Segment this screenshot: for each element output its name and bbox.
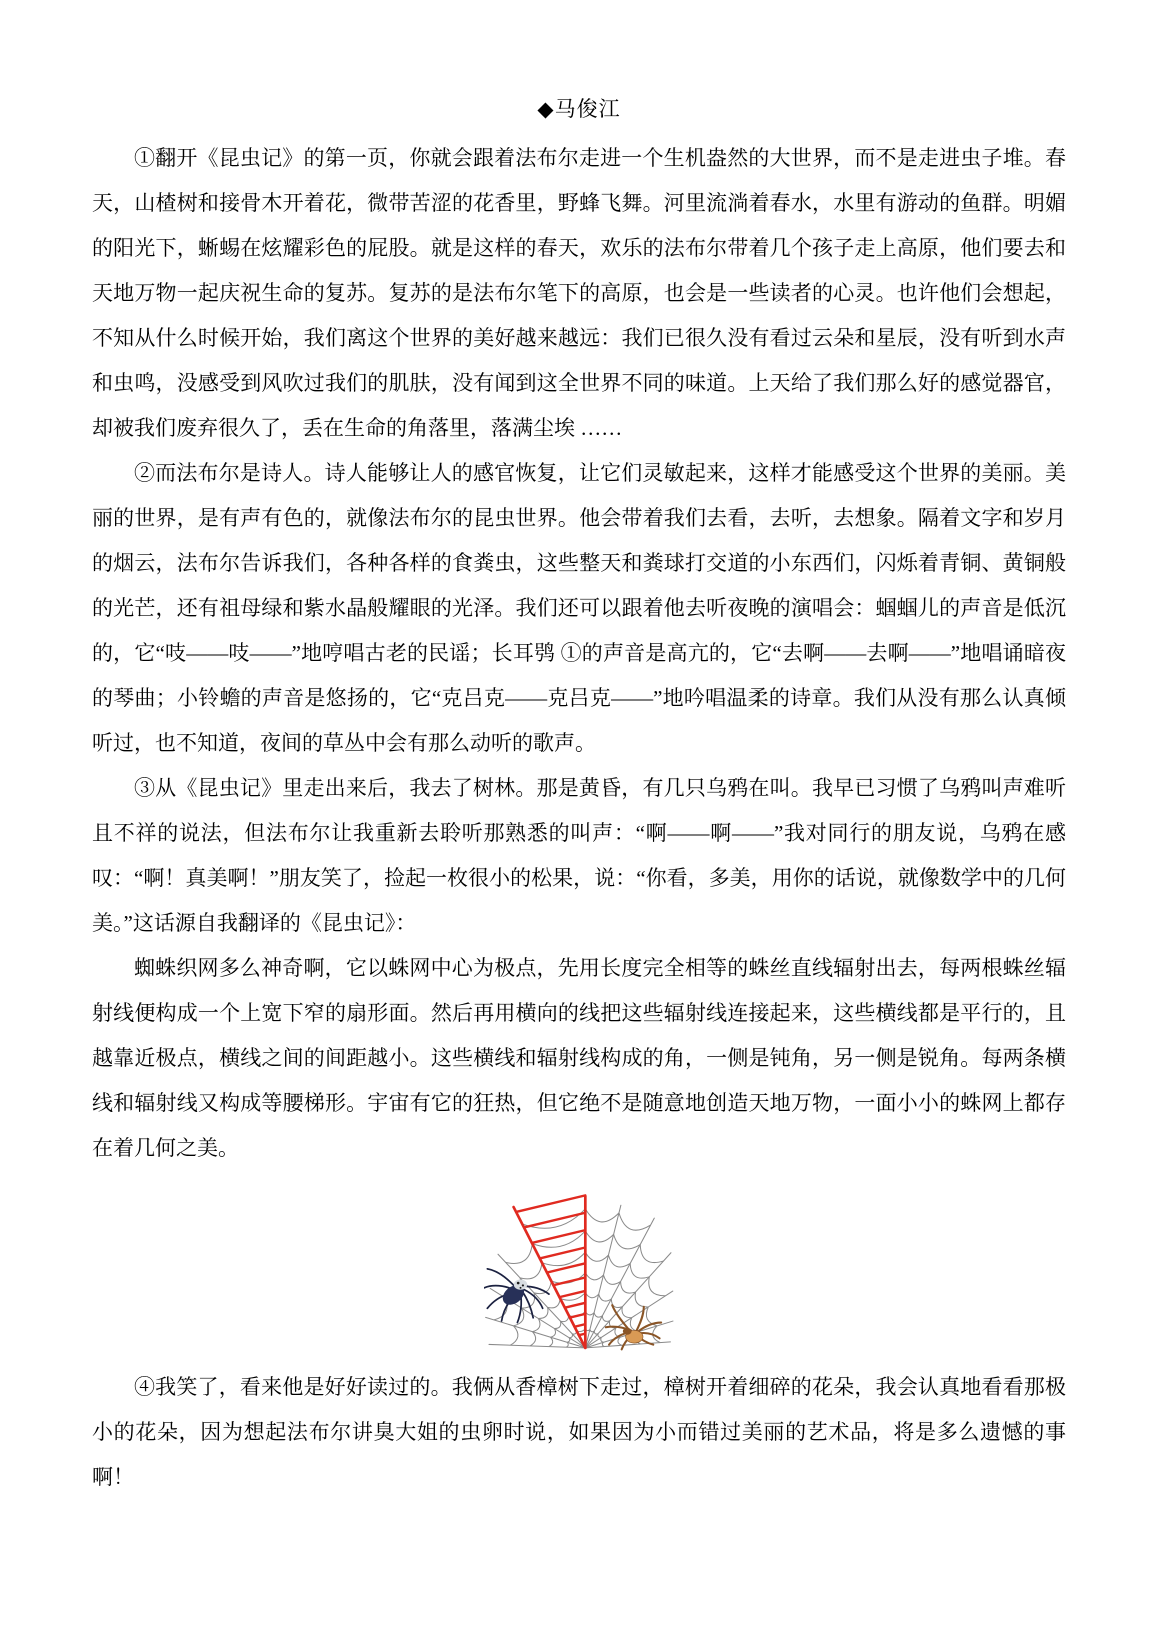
author-line: ◆马俊江 <box>537 97 621 121</box>
dark-spider-icon <box>484 1269 549 1323</box>
spiderweb-figure <box>92 1193 1066 1351</box>
paragraph-4: ④我笑了，看来他是好好读过的。我俩从香樟树下走过，樟树开着细碎的花朵，我会认真地看看那极小的花朵，因为想起法布尔讲臭大姐的虫卵时说，如果因为小而错过美丽的艺术品，将是多么遗憾的事啊！ <box>92 1375 1066 1489</box>
paragraph-2: ②而法布尔是诗人。诗人能够让人的感官恢复，让它们灵敏起来，这样才能感受这个世界的美丽。美丽的世界，是有声有色的，就像法布尔的昆虫世界。他会带着我们去看，去听，去想象。隔着文字和岁月的烟云，法布尔告诉我们，各种各样的食粪虫，这些整天和粪球打交道的小东西们，闪烁着青铜、黄铜般的光芒，还有祖母绿和紫水晶般耀眼的光泽。我们还可以跟着他去听夜晚的演唱会：蝈蝈儿的声音是低沉的，它“吱——吱——”地哼唱古老的民谣；长耳鸮 ①的声音是高亢的，它“去啊——去啊——”地唱诵暗夜的琴曲；小铃蟾的声音是悠扬的，它“克吕克——克吕克——”地吟唱温柔的诗章。我们从没有那么认真倾听过，也不知道，夜间的草丛中会有那么动听的歌声。 <box>92 461 1066 755</box>
paragraph-quote-spiderweb: 蜘蛛织网多么神奇啊，它以蛛网中心为极点，先用长度完全相等的蛛丝直线辐射出去，每两根蛛丝辐射线便构成一个上宽下窄的扇形面。然后再用横向的线把这些辐射线连接起来，这些横线都是平行的，且越靠近极点，横线之间的间距越小。这些横线和辐射线构成的角，一侧是钝角，另一侧是锐角。每两条横线和辐射线又构成等腰梯形。宇宙有它的狂热，但它绝不是随意地创造天地万物，一面小小的蛛网上都存在着几何之美。 <box>92 956 1066 1160</box>
paragraph-1: ①翻开《昆虫记》的第一页，你就会跟着法布尔走进一个生机盎然的大世界，而不是走进虫子堆。春天，山楂树和接骨木开着花，微带苦涩的花香里，野蜂飞舞。河里流淌着春水，水里有游动的鱼群。明媚的阳光下，蜥蜴在炫耀彩色的屁股。就是这样的春天，欢乐的法布尔带着几个孩子走上高原，他们要去和天地万物一起庆祝生命的复苏。复苏的是法布尔笔下的高原，也会是一些读者的心灵。也许他们会想起，不知从什么时候开始，我们离这个世界的美好越来越远：我们已很久没有看过云朵和星辰，没有听到水声和虫鸣，没感受到风吹过我们的肌肤，没有闻到这全世界不同的味道。上天给了我们那么好的感觉器官，却被我们废弃很久了，丢在生命的角落里，落满尘埃 …… <box>92 146 1066 440</box>
paragraph-3: ③从《昆虫记》里走出来后，我去了树林。那是黄昏，有几只乌鸦在叫。我早已习惯了乌鸦叫声难听且不祥的说法，但法布尔让我重新去聆听那熟悉的叫声：“啊——啊——”我对同行的朋友说，乌鸦在感叹：“啊！真美啊！”朋友笑了，捡起一枚很小的松果，说：“你看，多美，用你的话说，就像数学中的几何美。”这话源自我翻译的《昆虫记》： <box>92 776 1066 935</box>
spider-web-image <box>484 1193 674 1351</box>
web-lines <box>486 1195 673 1347</box>
